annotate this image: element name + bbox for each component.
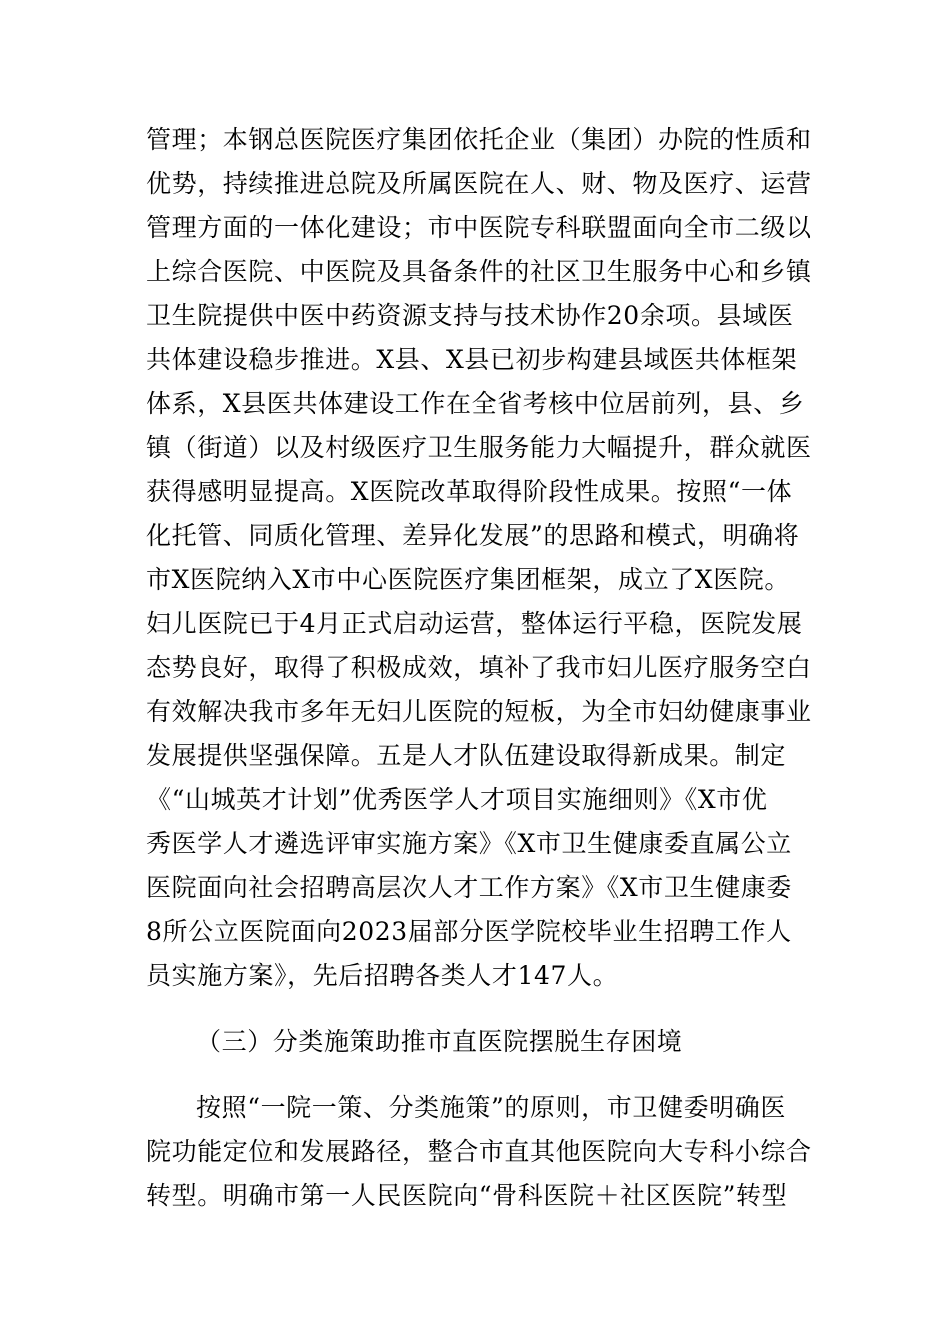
paragraph-line-15: 发展提供坚强保障。五是人才队伍建设取得新成果。制定 (146, 741, 787, 770)
paragraph-line-6: 共体建设稳步推进。X县、X县已初步构建县域医共体框架 (146, 345, 798, 374)
paragraph-line-4: 上综合医院、中医院及具备条件的社区卫生服务中心和乡镇 (146, 257, 812, 286)
paragraph-line-8: 镇（街道）以及村级医疗卫生服务能力大幅提升，群众就医 (146, 433, 812, 462)
paragraph-line-17: 秀医学人才遴选评审实施方案》《X市卫生健康委直属公立 (146, 829, 792, 858)
paragraph-line-5: 卫生院提供中医中药资源支持与技术协作20余项。县域医 (146, 301, 794, 330)
paragraph-line-11: 市X医院纳入X市中心医院医疗集团框架，成立了X医院。 (146, 565, 790, 594)
paragraph-line-10: 化托管、同质化管理、差异化发展”的思路和模式，明确将 (146, 521, 800, 550)
paragraph2-line-1: 按照“一院一策、分类施策”的原则，市卫健委明确医 (196, 1093, 786, 1122)
paragraph2-line-3: 转型。明确市第一人民医院向“骨科医院＋社区医院”转型 (146, 1181, 788, 1210)
section-heading: （三）分类施策助推市直医院摆脱生存困境 (196, 1027, 683, 1056)
paragraph-line-14: 有效解决我市多年无妇儿医院的短板，为全市妇幼健康事业 (146, 697, 812, 726)
paragraph-line-12: 妇儿医院已于4月正式启动运营，整体运行平稳，医院发展 (146, 609, 803, 638)
paragraph2-line-2: 院功能定位和发展路径，整合市直其他医院向大专科小综合 (146, 1137, 812, 1166)
paragraph-line-2: 优势，持续推进总院及所属医院在人、财、物及医疗、运营 (146, 169, 812, 198)
paragraph-line-19: 8所公立医院面向2023届部分医学院校毕业生招聘工作人 (146, 917, 792, 946)
paragraph-line-9: 获得感明显提高。X医院改革取得阶段性成果。按照“一体 (146, 477, 793, 506)
paragraph-line-13: 态势良好，取得了积极成效，填补了我市妇儿医疗服务空白 (146, 653, 812, 682)
paragraph-line-3: 管理方面的一体化建设；市中医院专科联盟面向全市二级以 (146, 213, 812, 242)
paragraph-line-16: 《“山城英才计划”优秀医学人才项目实施细则》《X市优 (146, 785, 768, 814)
paragraph-line-7: 体系，X县医共体建设工作在全省考核中位居前列，县、乡 (146, 389, 805, 418)
paragraph-line-20: 员实施方案》，先后招聘各类人才147人。 (146, 961, 619, 990)
paragraph-line-1: 管理；本钢总医院医疗集团依托企业（集团）办院的性质和 (146, 125, 812, 154)
paragraph-line-18: 医院面向社会招聘高层次人才工作方案》《X市卫生健康委 (146, 873, 792, 902)
